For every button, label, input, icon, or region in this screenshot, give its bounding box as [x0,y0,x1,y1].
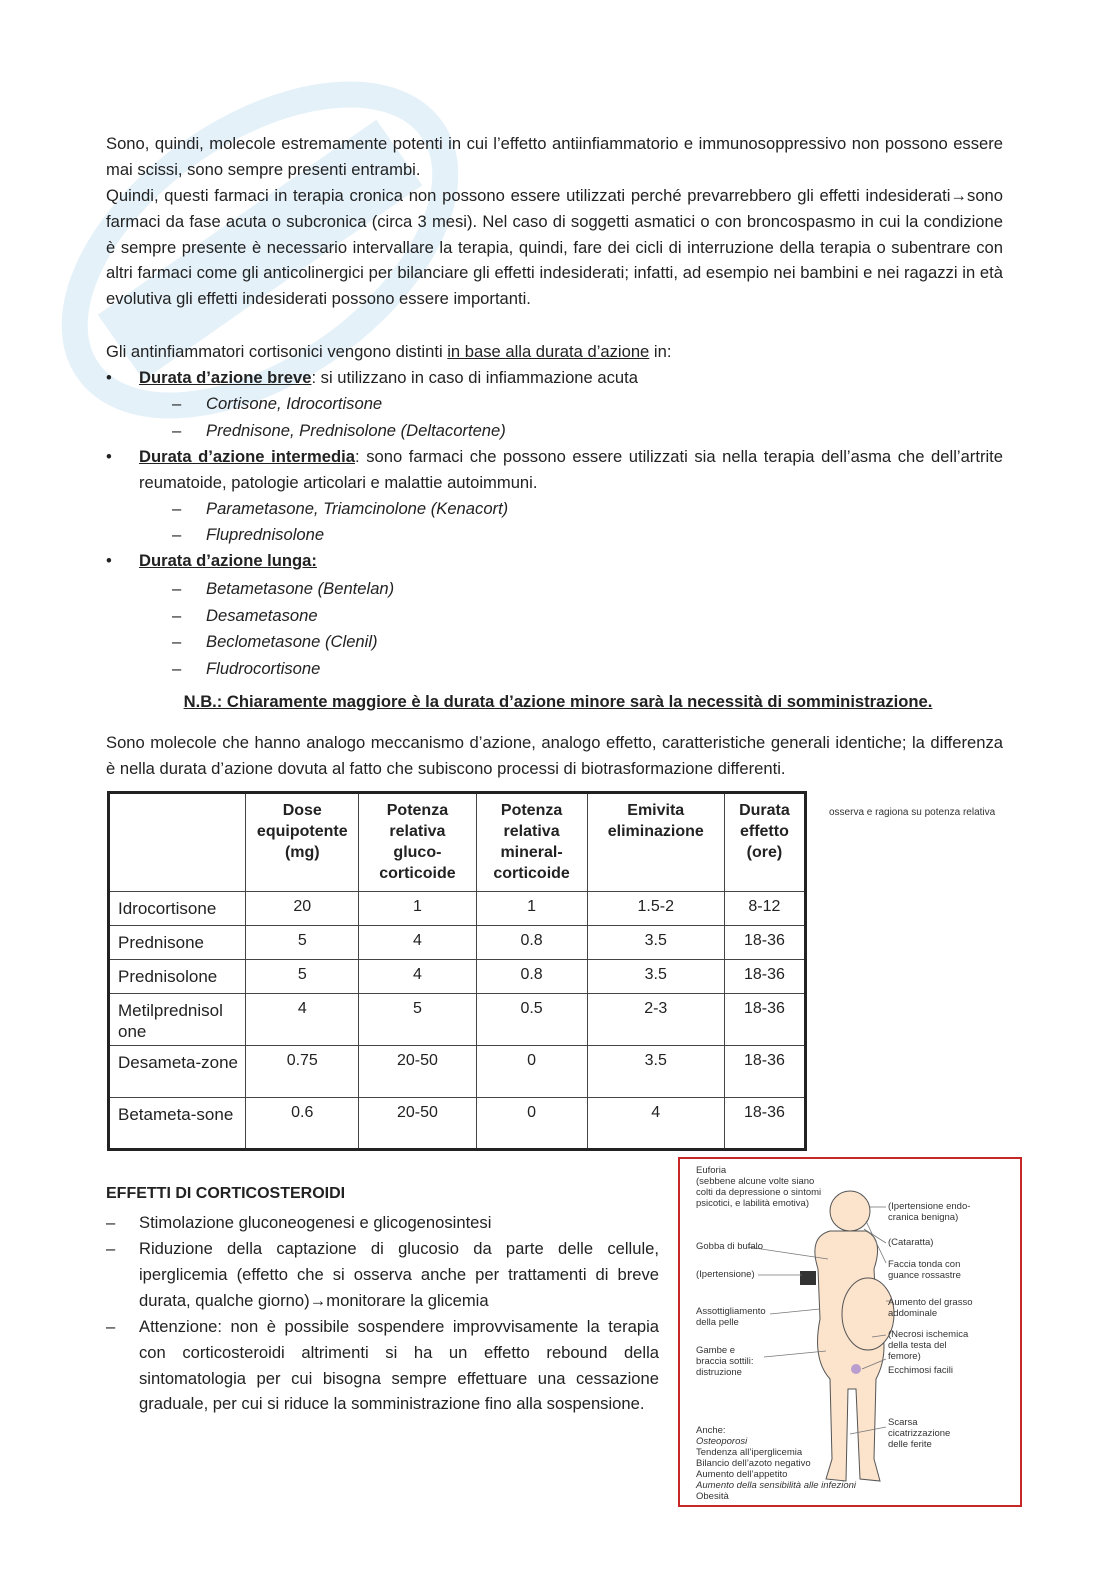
table-cell: 1.5-2 [587,892,724,926]
drug-item: Desametasone [206,606,318,625]
figure-label: Faccia tonda con guance rossastre [888,1259,961,1281]
arrow-icon: → [950,186,968,205]
side-note: osserva e ragiona su potenza relativa [829,807,996,818]
table-header [109,793,246,892]
table-cell: 0 [476,1098,587,1150]
figure-label: Euforia [696,1165,727,1176]
table-cell: 1 [476,892,587,926]
drug-item: Fluprednisolone [206,525,325,544]
figure-label: Ecchimosi facili [888,1365,953,1376]
figure-label: Obesità [696,1491,729,1502]
table-cell: 5 [246,926,359,960]
bullet-icon: • [106,368,112,387]
nota-bene: N.B.: Chiaramente maggiore è la durata d’azione minore sarà la necessità di somministrazione. [183,692,933,711]
dash-icon: – [172,606,182,625]
table-header: Potenza relativa mineral-corticoide [476,793,587,892]
table-cell: Prednisone [109,926,246,960]
table-cell: 20-50 [359,1046,476,1098]
figure-label: (Ipertensione endo-cranica benigna) [888,1201,971,1223]
paragraph-2: Quindi, questi farmaci in terapia cronica non possono essere utilizzati perché prevarrebbero gli effetti indesiderati→sono farmaci da fase acuta o subcronica (circa 3 mesi). Nel caso di soggetti asmatici o con broncospasmo in cui la condizione è sempre presente è necessario intervallare la terapia, quindi, fare dei cicli di interruzione della terapia o subentrare con altri farmaci come gli anticolinergici per bilanciare gli effetti indesiderati; infatti, ad esempio nei bambini e nei ragazzi in età evolutiva gli effetti indesiderati possono essere importanti. [106,186,1003,309]
drug-item: Fludrocortisone [206,659,321,678]
table-cell: 2-3 [587,994,724,1046]
table-cell: 4 [359,926,476,960]
figure-label: Aumento dell’appetito [696,1469,788,1480]
dash-icon: – [172,499,182,518]
dash-icon: – [106,1317,116,1336]
figure-label: Scarsa cicatrizzazione delle ferite [888,1417,951,1450]
figure-label: Anche: [696,1425,726,1436]
table-row [109,1046,806,1098]
table-cell: 8-12 [724,892,805,926]
drug-item: Beclometasone (Clenil) [206,632,378,651]
figure-label: Aumento del grasso addominale [888,1297,973,1319]
table-header: Durata effetto (ore) [724,793,805,892]
corticosteroid-table [107,791,807,1151]
table-cell: Prednisolone [109,960,246,994]
table-cell: 0.6 [246,1098,359,1150]
dash-icon: – [172,659,182,678]
table-cell: 18-36 [724,994,805,1046]
table-cell: 20 [246,892,359,926]
table-cell: 5 [246,960,359,994]
table-cell: 4 [246,994,359,1046]
duration-long: Durata d’azione lunga: [139,551,317,570]
drug-item: Cortisone, Idrocortisone [206,394,383,413]
dash-icon: – [172,579,182,598]
table-row [109,960,806,994]
bullet-icon: • [106,447,112,466]
figure-label: Tendenza all’iperglicemia [696,1447,803,1458]
figure-label: (Cataratta) [888,1237,934,1248]
arrow-icon: → [309,1290,327,1310]
figure-label: (Ipertensione) [696,1269,755,1280]
table-cell: 18-36 [724,1046,805,1098]
table-row [109,1098,806,1150]
table-cell: 0.5 [476,994,587,1046]
table-cell: Metilprednisol one [109,994,246,1046]
table-cell: Desameta-zone [109,1046,246,1098]
figure-label: Bilancio dell’azoto negativo [696,1458,811,1469]
dash-icon: – [172,632,182,651]
table-cell: 18-36 [724,926,805,960]
table-cell: 3.5 [587,960,724,994]
table-cell: 18-36 [724,960,805,994]
table-row [109,892,806,926]
table-cell: 0.75 [246,1046,359,1098]
table-header: Emivita eliminazione [587,793,724,892]
table-cell: 3.5 [587,1046,724,1098]
figure-label: Aumento della sensibilità alle infezioni [696,1480,857,1491]
figure-label: Osteoporosi [696,1436,748,1447]
effect-item: Stimolazione gluconeogenesi e glicogenosintesi [139,1213,492,1232]
dash-icon: – [106,1213,116,1232]
effect-item: Riduzione della captazione di glucosio da parte delle cellule, iperglicemia (effetto che si osserva anche per trattamenti di breve durata, qualche giorno)→monitorare la glicemia [139,1239,659,1310]
effect-item: Attenzione: non è possibile sospendere improvvisamente la terapia con corticosteroidi altrimenti si ha un effetto rebound della sintomatologia per cui bisogna sempre effettuare una cessazione graduale, per cui si riduce la somministrazione fino alla sospensione. [139,1317,659,1414]
table-row [109,926,806,960]
figure-label: Assottigliamento della pelle [696,1306,766,1328]
paragraph-1: Sono, quindi, molecole estremamente potenti in cui l’effetto antiinfiammatorio e immunosoppressivo non possono essere mai scissi, sono sempre presenti entrambi. [106,134,1003,179]
table-row [109,994,806,1046]
duration-intermediate: Durata d’azione intermedia: sono farmaci che possono essere utilizzati sia nella terapia dell’asma che dell’artrite reumatoide, patologie articolari e malattie autoimmuni. [139,447,1003,492]
table-cell: 20-50 [359,1098,476,1150]
bullet-icon: • [106,551,112,570]
dash-icon: – [172,394,182,413]
figure-label: Gobba di bufalo [696,1241,764,1252]
table-cell: 18-36 [724,1098,805,1150]
paragraph-4: Sono molecole che hanno analogo meccanismo d’azione, analogo effetto, caratteristiche generali identiche; la differenza è nella durata d’azione dovuta al fatto che subiscono processi di biotrasformazione differenti. [106,733,1003,778]
table-cell: 5 [359,994,476,1046]
table-cell: 4 [359,960,476,994]
dash-icon: – [106,1239,116,1258]
table-cell: 0 [476,1046,587,1098]
section-heading: EFFETTI DI CORTICOSTEROIDI [106,1185,346,1202]
drug-item: Parametasone, Triamcinolone (Kenacort) [206,499,509,518]
table-cell: 3.5 [587,926,724,960]
drug-item: Prednisone, Prednisolone (Deltacortene) [206,421,506,440]
figure-label: (Necrosi ischemica della testa del femore) [888,1329,969,1362]
figure-label: Gambe e braccia sottili: distruzione [696,1345,754,1378]
table-cell: 1 [359,892,476,926]
table-cell: 0.8 [476,926,587,960]
figure-label: (sebbene alcune volte siano colti da depressione o sintomi psicotici, e labilità emotiva) [696,1176,822,1209]
drug-item: Betametasone (Bentelan) [206,579,395,598]
duration-short: Durata d’azione breve: si utilizzano in caso di infiammazione acuta [139,368,638,387]
table-cell: Betameta-sone [109,1098,246,1150]
table-header: Potenza relativa gluco-corticoide [359,793,476,892]
table-cell: Idrocortisone [109,892,246,926]
dash-icon: – [172,525,182,544]
table-cell: 4 [587,1098,724,1150]
table-header-row [109,793,806,892]
dash-icon: – [172,421,182,440]
paragraph-3: Gli antinfiammatori cortisonici vengono distinti in base alla durata d’azione in: [106,342,672,361]
table-cell: 0.8 [476,960,587,994]
table-header: Dose equipotente (mg) [246,793,359,892]
cushing-figure [678,1157,1022,1507]
